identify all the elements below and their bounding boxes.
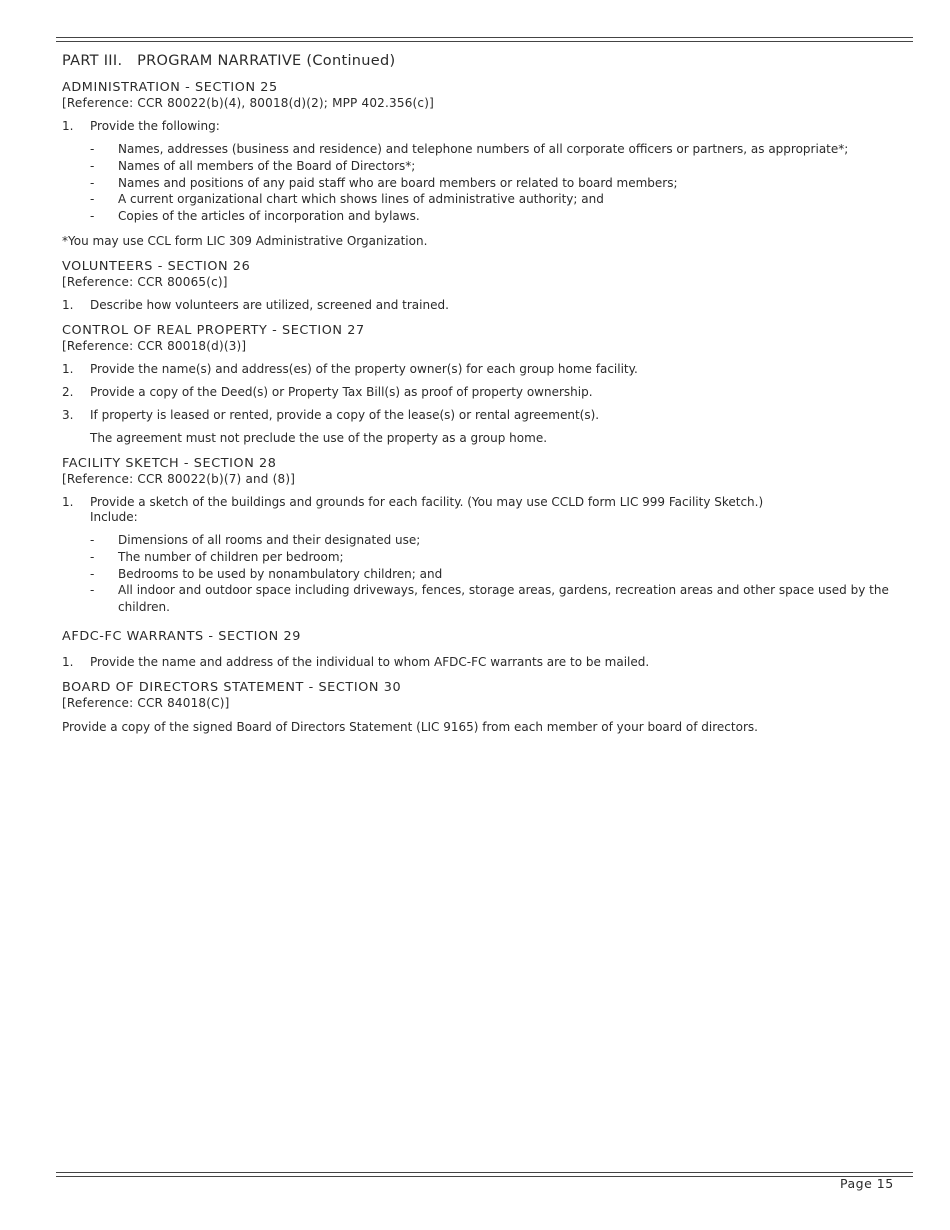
bottom-rule-outer [56,1172,913,1173]
item-number: 1. [62,654,74,669]
list-item [62,495,912,525]
bullet-marker: - [90,142,95,156]
top-rule-inner [56,41,913,42]
item-number: 1. [62,494,74,509]
section-25 [62,80,912,249]
bullet-item: - Bedrooms to be used by nonambulatory children; and [90,566,443,581]
item-text-include: Include: [90,509,138,524]
list-item [62,362,912,377]
section-reference: [Reference: CCR 80018(d)(3)] [62,338,247,353]
bottom-rule-inner [56,1176,913,1177]
item-text: Provide a copy of the Deed(s) or Property Tax Bill(s) as proof of property ownership. [90,384,593,399]
item-text: If property is leased or rented, provide a copy of the lease(s) or rental agreement(s). [90,407,600,422]
bullet-marker: - [90,583,95,598]
bullet-item: - The number of children per bedroom; [90,549,344,564]
bullet-marker: - [90,532,95,547]
item-text: Provide the name and address of the individual to whom AFDC-FC warrants are to be mailed. [90,654,650,669]
section-28 [62,456,912,616]
item-number: 3. [62,407,74,422]
item-number: 2. [62,384,74,399]
section-27 [62,323,912,446]
section-29 [62,629,912,670]
bullet-marker: - [90,175,95,190]
section-heading: CONTROL OF REAL PROPERTY - SECTION 27 [62,322,365,338]
item-number: 1. [62,297,74,312]
item-continuation: The agreement must not preclude the use of the property as a group home. [90,430,548,445]
bullet-marker: - [90,209,95,224]
section-heading: FACILITY SKETCH - SECTION 28 [62,455,277,471]
bullet-marker: - [90,566,95,581]
bullet-item: - Names, addresses (business and residence) and telephone numbers of all corporate officers or partners, as appropriate*; [90,142,849,156]
list-item [62,385,912,400]
bullet-item: - Names of all members of the Board of Directors*; [90,158,416,173]
section-heading: AFDC-FC WARRANTS - SECTION 29 [62,628,302,644]
section-text: Provide a copy of the signed Board of Directors Statement (LIC 9165) from each member of your board of directors. [62,719,758,734]
bullet-item: - Dimensions of all rooms and their designated use; [90,532,421,547]
item-text-main: Provide a sketch of the buildings and grounds for each facility. (You may use CCLD form LIC 999 Facility Sketch.) [90,494,764,509]
item-text: Describe how volunteers are utilized, screened and trained. [90,297,449,312]
section-heading: BOARD OF DIRECTORS STATEMENT - SECTION 30 [62,679,402,695]
list-item [62,655,912,670]
section-reference: [Reference: CCR 84018(C)] [62,695,230,710]
item-text: Provide the following: [90,119,220,133]
bullet-item: - Copies of the articles of incorporation and bylaws. [90,209,420,224]
item-number: 1. [62,119,74,133]
section-26 [62,259,912,313]
page-title: PART III. PROGRAM NARRATIVE (Continued) [62,53,396,69]
footnote: *You may use CCL form LIC 309 Administrative Organization. [62,233,428,248]
item-text: Provide the name(s) and address(es) of the property owner(s) for each group home facility. [90,361,638,376]
section-heading: ADMINISTRATION - SECTION 25 [62,80,278,95]
item-number: 1. [62,361,74,376]
bullet-list [90,141,912,225]
bullet-marker: - [90,158,95,173]
section-reference: [Reference: CCR 80022(b)(4), 80018(d)(2); MPP 402.356(c)] [62,96,434,110]
list-item [62,408,912,423]
document-body [62,80,912,735]
section-30 [62,680,912,735]
bullet-item: - Names and positions of any paid staff who are board members or related to board members; [90,175,678,190]
bullet-item: - A current organizational chart which shows lines of administrative authority; and [90,192,604,207]
top-rule-outer [56,37,913,38]
bullet-marker: - [90,192,95,207]
bullet-item: - All indoor and outdoor space including driveways, fences, storage areas, gardens, recreation areas and other space used by the children. [90,583,889,615]
page-number: Page 15 [840,1176,894,1191]
section-reference: [Reference: CCR 80065(c)] [62,274,228,289]
bullet-list [90,532,912,616]
list-item [62,298,912,313]
list-item [62,119,912,134]
section-heading: VOLUNTEERS - SECTION 26 [62,258,251,274]
section-reference: [Reference: CCR 80022(b)(7) and (8)] [62,471,296,486]
item-text [90,495,912,525]
bullet-marker: - [90,549,95,564]
